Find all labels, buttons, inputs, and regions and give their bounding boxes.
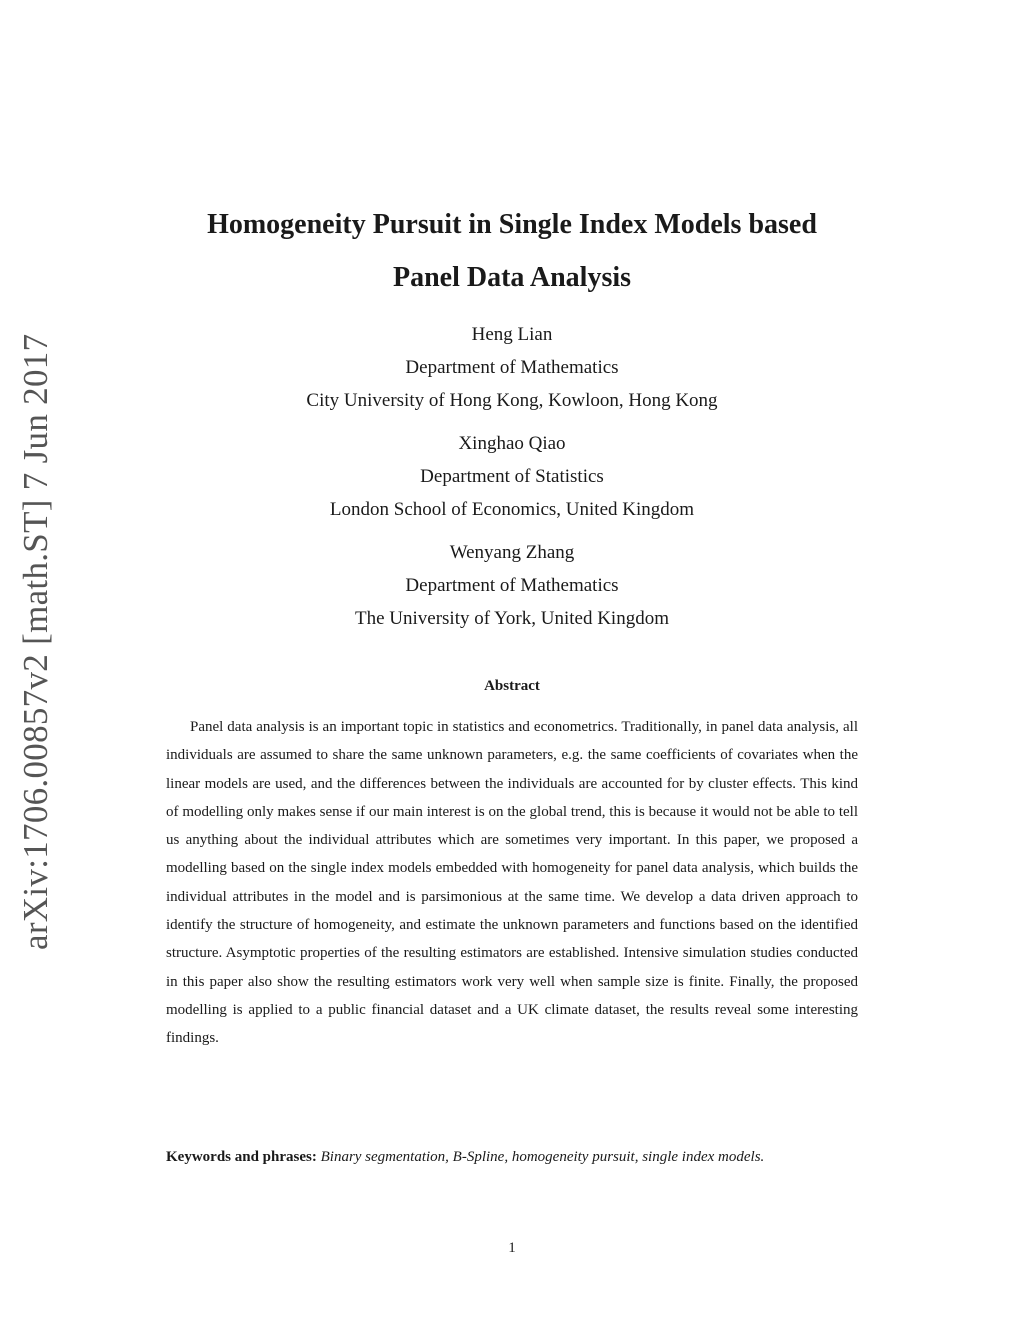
page-number: 1 [508,1240,516,1256]
keywords-list: Binary segmentation, B-Spline, homogeneity pursuit, single index models. [320,1149,765,1165]
author-name: Wenyang Zhang [449,542,575,563]
author-department: Department of Statistics [420,466,604,487]
keywords [166,1143,858,1171]
author-institution: The University of York, United Kingdom [354,608,669,629]
title-line-1: Homogeneity Pursuit in Single Index Models based [207,209,817,240]
author-list [112,318,912,645]
abstract-heading: Abstract [484,678,540,694]
keywords-label: Keywords and phrases: [166,1149,317,1165]
paper-title [112,198,912,304]
author-name: Heng Lian [471,324,553,345]
author-name: Xinghao Qiao [458,433,566,454]
arxiv-identifier: arXiv:1706.00857v2 [math.ST] 7 Jun 2017 [16,333,55,950]
abstract-text: Panel data analysis is an important topic in statistics and econometrics. Traditionally, in panel data analysis, all individuals are assumed to share the same unknown parameters, e.g. the same coefficients of covariates when the linear models are used, and the differences between the individuals are accounted for by cluster effects. This kind of modelling only makes sense if our main interest is on the global trend, this is because it would not be able to tell us anything about the individual attributes which are sometimes very important. In this paper, we proposed a modelling based on the single index models embedded with homogeneity for panel data analysis, which builds the individual attributes in the model and is parsimonious at the same time. We develop a data driven approach to identify the structure of homogeneity, and estimate the unknown parameters and functions based on the identified structure. Asymptotic properties of the resulting estimators are established. Intensive simulation studies conducted in this paper also show the resulting estimators work very well when sample size is finite. Finally, the proposed modelling is applied to a public financial dataset and a UK climate dataset, the results reveal some interesting findings. [166,719,858,1047]
author-block-lian [112,318,912,417]
author-department: Department of Mathematics [405,357,619,378]
author-block-zhang [112,536,912,635]
author-block-qiao [112,427,912,526]
author-institution: City University of Hong Kong, Kowloon, Hong Kong [306,390,718,411]
author-institution: London School of Economics, United Kingdom [329,499,695,520]
title-line-2: Panel Data Analysis [392,262,632,293]
author-department: Department of Mathematics [405,575,619,596]
